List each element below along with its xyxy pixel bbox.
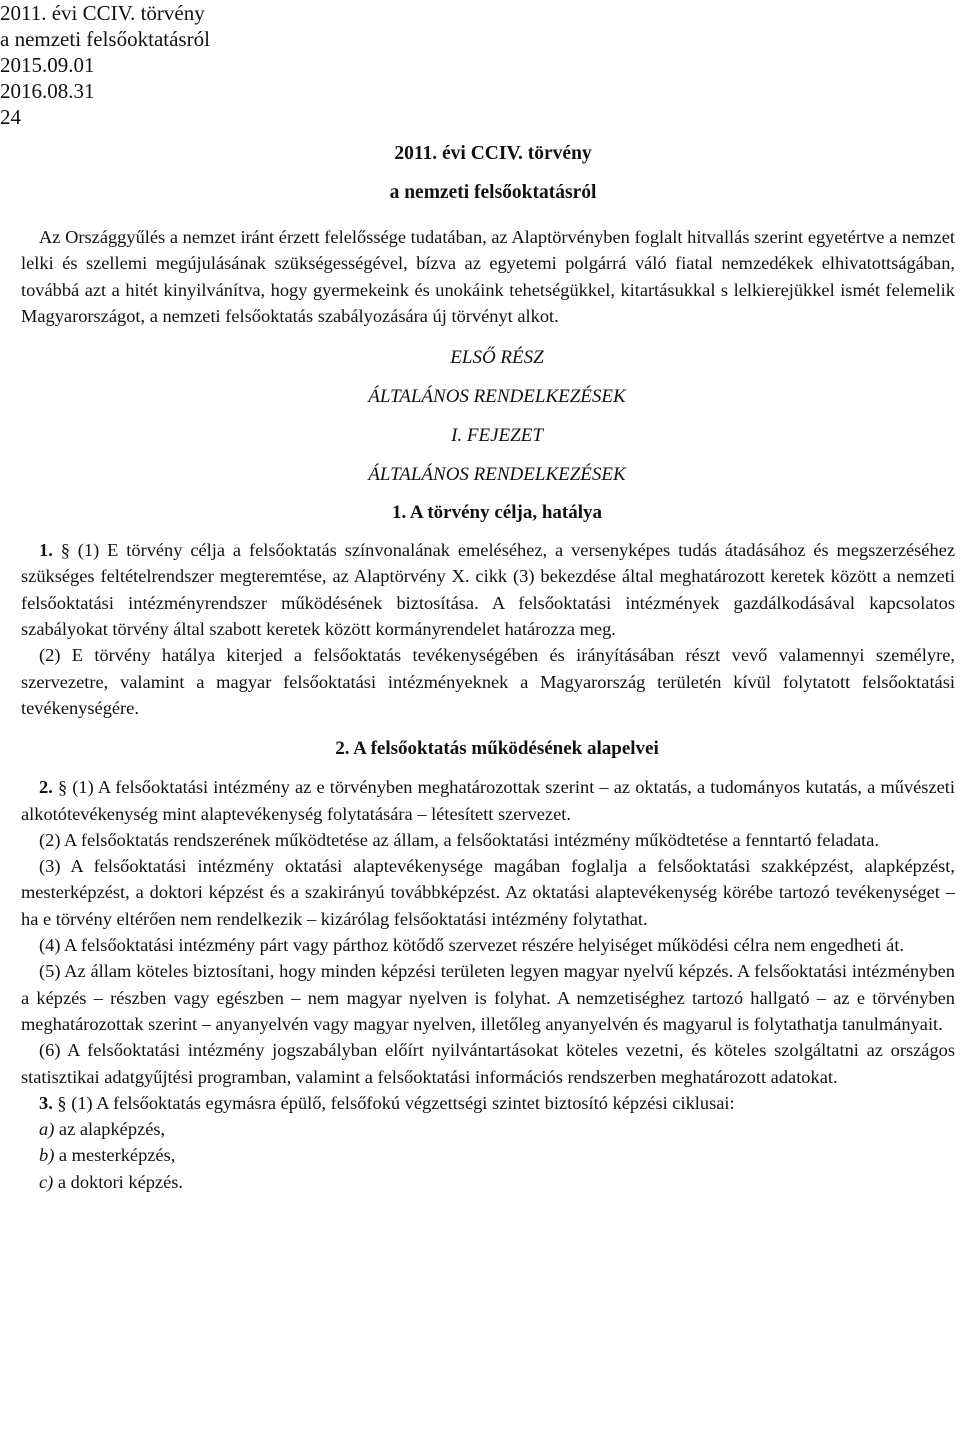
- section-2-title: 2. A felsőoktatás működésének alapelvei: [335, 738, 659, 760]
- section-2-paragraph-2: (2) A felsőoktatás rendszerének működtetése az állam, a felsőoktatási intézmény működtetése a fenntartó feladata.: [39, 829, 880, 850]
- law-subtitle: a nemzeti felsőoktatásról: [389, 182, 597, 203]
- document-metadata-header: [0, 0, 210, 130]
- meta-valid-from: 2015.09.01: [0, 53, 95, 77]
- section-1-paragraph-1: [21, 537, 955, 642]
- list-item: [21, 1142, 955, 1168]
- section-2-paragraph-5: (5) Az állam köteles biztosítani, hogy minden képzési területen legyen magyar nyelvű képzés. A felsőoktatási intézményben a képzés – részben vagy egészben – nem magyar nyelven is folyhat. A nemzetiséghez tartozó hallgató – az e törvényben meghatározottak szerint – anyanyelvén vagy magyar nyelven, illetőleg anyanyelvén és magyarul is folytathatja tanulmányait.: [21, 961, 955, 1034]
- list-letter: b): [39, 1145, 55, 1166]
- section-1-paragraph-2: (2) E törvény hatálya kiterjed a felsőoktatás tevékenységében és irányításában részt vevő valamennyi személyre, szervezetre, valamint a magyar felsőoktatási intézményeknek a Magyarország területén kívül folytatott felsőoktatási tevékenységére.: [21, 645, 955, 718]
- list-text: a doktori képzés.: [53, 1171, 184, 1192]
- paragraph-text: § (1) A felsőoktatás egymásra épülő, felsőfokú végzettségi szintet biztosító képzési ciklusai:: [57, 1092, 735, 1113]
- meta-valid-to: 2016.08.31: [0, 79, 95, 103]
- paragraph-text: § (1) A felsőoktatási intézmény az e törvényben meghatározottak szerint – az oktatás, a tudományos kutatás, a művészeti alkotótevékenység mint alaptevékenység folytatására – létesített szervezet.: [21, 777, 955, 824]
- law-document-body: [21, 141, 955, 1195]
- part-heading: ELSŐ RÉSZ: [450, 347, 544, 369]
- preamble-paragraph: Az Országgyűlés a nemzet iránt érzett felelőssége tudatában, az Alaptörvényben foglalt hitvallás szerint egyetértve a nemzet lelki és szellemi megújulásának szükségességével, bízva az egyetemi polgárrá váló fiatal nemzedékek elhivatottságában, továbbá azt a hitét kinyilvánítva, hogy gyermekeink és unokáink tehetségükkel, kitartásukkal s lelkierejükkel ismét felemelik Magyarországot, a nemzeti felsőoktatás szabályozására új törvényt alkot.: [21, 227, 955, 326]
- paragraph-text: § (1) E törvény célja a felsőoktatás színvonalának emeléséhez, a versenyképes tudás átadásához és megszerzéséhez szükséges feltételrendszer megteremtése, az Alaptörvény X. cikk (3) bekezdése által meghatározott keretek között a nemzeti felsőoktatási intézményrendszer működésének biztosítása. A felsőoktatási intézmények gazdálkodásával kapcsolatos szabályokat törvény által szabott keretek között kormányrendelet határozza meg.: [21, 540, 955, 640]
- section-1-title: 1. A törvény célja, hatálya: [391, 502, 603, 524]
- section-2-paragraph-6: (6) A felsőoktatási intézmény jogszabályban előírt nyilvántartásokat köteles vezetni, és köteles szolgáltatni az országos statisztikai adatgyűjtési programban, valamint a felsőoktatási információs rendszerben meghatározott adatokat.: [21, 1040, 955, 1087]
- section-number: 1.: [39, 540, 53, 561]
- chapter-heading: I. FEJEZET: [451, 425, 543, 447]
- section-number: 2.: [39, 777, 53, 798]
- law-title: 2011. évi CCIV. törvény: [394, 143, 592, 164]
- section-number: 3.: [39, 1092, 53, 1113]
- meta-page-number: 24: [0, 105, 21, 129]
- section-2-paragraph-3: (3) A felsőoktatási intézmény oktatási alaptevékenysége magában foglalja a felsőoktatási szakképzést, alapképzést, mesterképzést, a doktori képzést és a szakirányú továbbképzést. Az oktatási alaptevékenység körébe tartozó tevékenységet – ha e törvény eltérően nem rendelkezik – kizárólag felsőoktatási intézmény folytathat.: [21, 856, 955, 929]
- meta-law-subtitle: a nemzeti felsőoktatásról: [0, 27, 210, 51]
- section-2-paragraph-4: (4) A felsőoktatási intézmény párt vagy párthoz kötődő szervezet részére helyiséget működési célra nem engedheti át.: [39, 935, 905, 956]
- section-3-paragraph-1: [21, 1090, 955, 1116]
- list-item: [21, 1169, 955, 1195]
- section-2-paragraph-1: [21, 774, 955, 827]
- list-letter: c): [39, 1171, 54, 1192]
- chapter-title: ÁLTALÁNOS RENDELKEZÉSEK: [368, 464, 626, 486]
- list-text: a mesterképzés,: [54, 1145, 176, 1166]
- part-title: ÁLTALÁNOS RENDELKEZÉSEK: [368, 386, 626, 408]
- list-text: az alapképzés,: [54, 1119, 166, 1140]
- meta-law-title: 2011. évi CCIV. törvény: [0, 1, 205, 25]
- list-letter: a): [39, 1119, 55, 1140]
- list-item: [21, 1116, 955, 1142]
